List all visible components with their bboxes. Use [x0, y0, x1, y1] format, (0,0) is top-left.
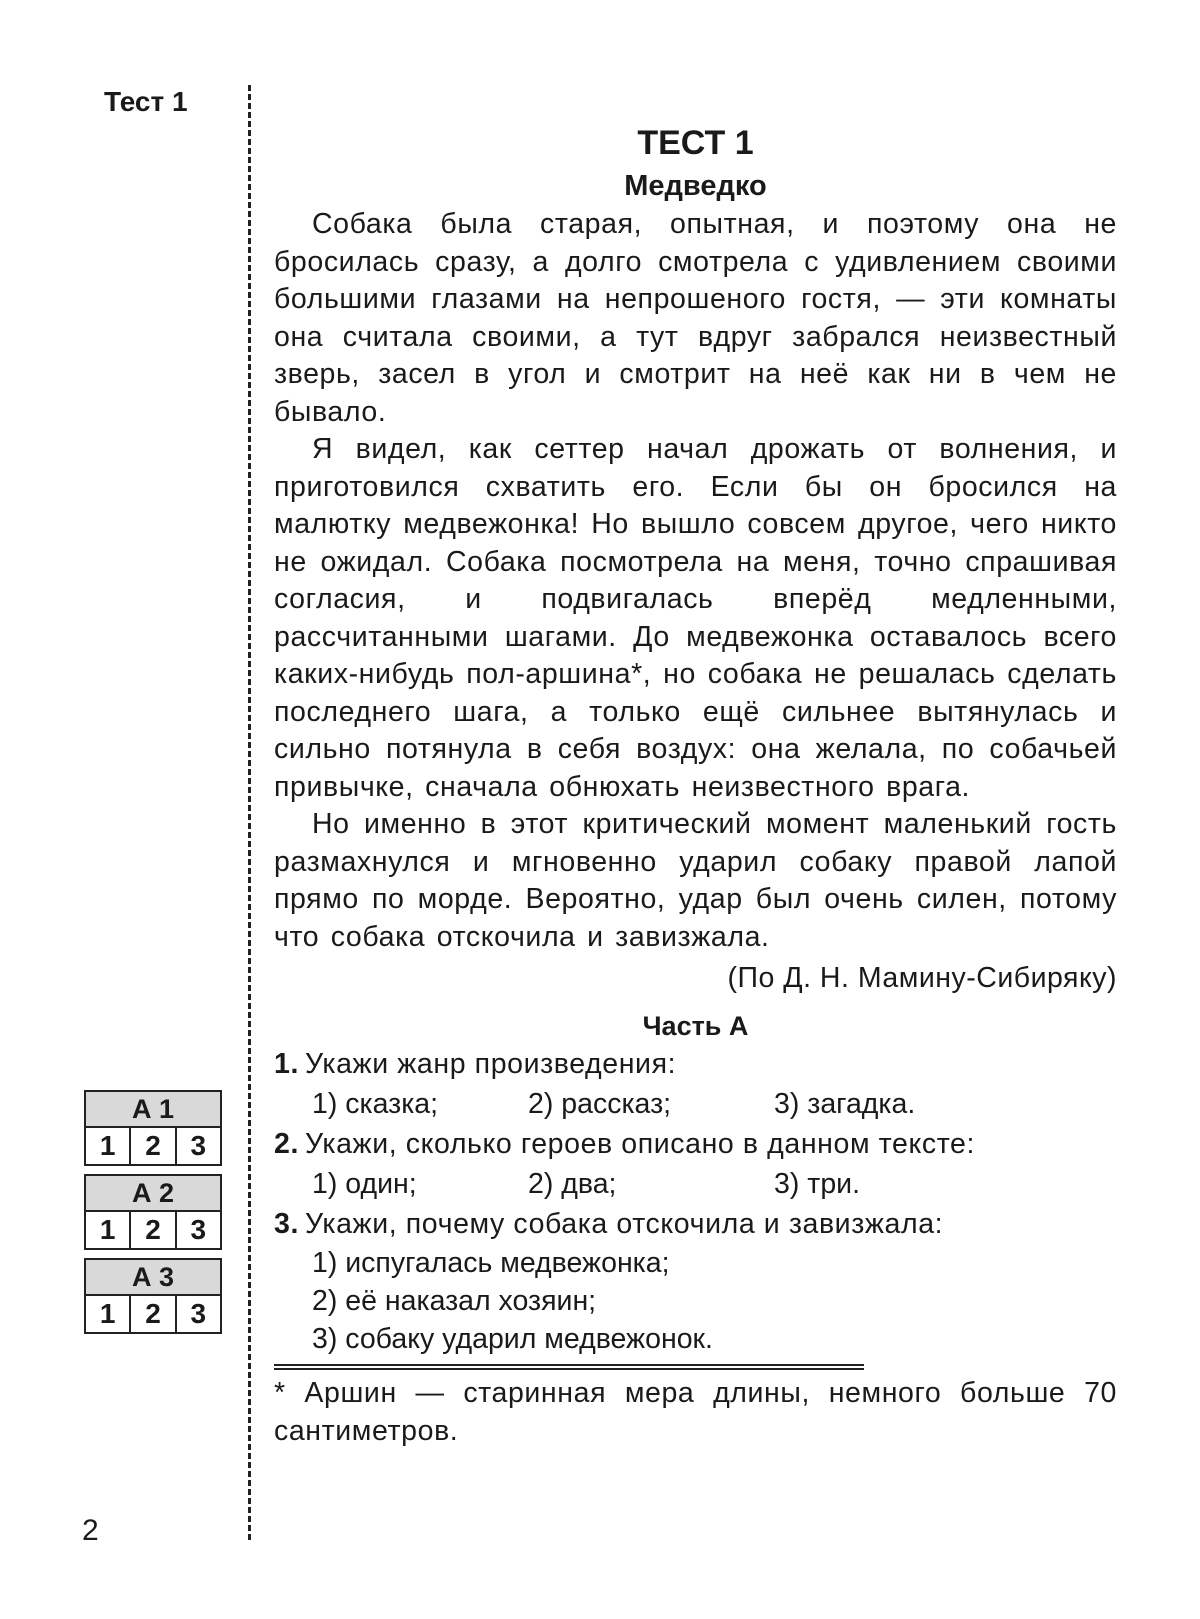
footnote: * Аршин — старинная мера длины, немного больше 70 сантиметров. — [274, 1377, 1117, 1447]
question-text: Укажи, сколько героев описано в данном тексте: — [304, 1128, 976, 1160]
part-title: Часть А — [642, 1011, 749, 1041]
question-text: Укажи, почему собака отскочила и завизжала: — [304, 1208, 944, 1240]
question-option: 2) два; — [528, 1168, 617, 1200]
answer-option-2[interactable]: 2 — [129, 1128, 174, 1164]
question-2 — [274, 1124, 1117, 1204]
answer-option-2[interactable]: 2 — [129, 1296, 174, 1332]
answer-option-3[interactable]: 3 — [175, 1296, 220, 1332]
question-option: 3) собаку ударил медвежонок. — [312, 1323, 713, 1355]
story-text — [274, 206, 1117, 956]
question-option: 3) загадка. — [774, 1088, 916, 1120]
side-test-label: Тест 1 — [104, 86, 188, 117]
question-number: 3. — [274, 1208, 299, 1240]
answer-box-label: А 3 — [86, 1260, 220, 1296]
story-paragraph: Я видел, как сеттер начал дрожать от волнения, и приготовился схватить его. Если бы он бросился на малютку медвежонка! Но вышло совсем другое, чего никто не ожидал. Собака посмотрела на меня, точно спрашивая согласия, и подвигалась вперёд медленными, рассчитанными шагами. До медвежонка оставалось всего каких-нибудь пол-аршина*, но собака не решалась сделать последнего шага, а только ещё сильнее вытянулась и сильно потянула в себя воздух: она желала, по собачьей привычке, сначала обнюхать неизвестного врага. — [274, 433, 1117, 803]
question-1 — [274, 1044, 1117, 1124]
question-option: 2) рассказ; — [528, 1088, 672, 1120]
story-paragraph: Но именно в этот критический момент маленький гость размахнулся и мгновенно ударил собаку правой лапой прямо по морде. Вероятно, удар был очень силен, потому что собака отскочила и завизжала. — [274, 808, 1117, 953]
answer-box-a3 — [84, 1258, 222, 1334]
question-option: 1) испугалась медвежонка; — [312, 1247, 670, 1279]
test-title: ТЕСТ 1 — [637, 124, 754, 162]
main-content — [274, 120, 1117, 1450]
answer-option-3[interactable]: 3 — [175, 1128, 220, 1164]
question-option: 2) её наказал хозяин; — [312, 1285, 597, 1317]
question-number: 1. — [274, 1048, 299, 1080]
question-option: 1) сказка; — [312, 1088, 439, 1120]
answer-box-a1 — [84, 1090, 222, 1166]
answer-option-1[interactable]: 1 — [99, 1130, 116, 1161]
answer-box-label: А 2 — [86, 1176, 220, 1212]
answer-option-3[interactable]: 3 — [175, 1212, 220, 1248]
answer-boxes — [84, 1090, 222, 1342]
story-paragraph: Собака была старая, опытная, и поэтому она не бросилась сразу, а долго смотрела с удивлением своими большими глазами на непрошеного гостя, — эти комнаты она считала своими, а тут вдруг забрался неизвестный зверь, засел в угол и смотрит на неё как ни в чем не бывало. — [274, 208, 1117, 428]
question-option: 3) три. — [774, 1168, 861, 1200]
question-text: Укажи жанр произведения: — [304, 1048, 677, 1080]
page-number: 2 — [82, 1514, 99, 1547]
story-author: (По Д. Н. Мамину-Сибиряку) — [727, 962, 1117, 994]
question-3 — [274, 1204, 1117, 1358]
question-option: 1) один; — [312, 1168, 417, 1200]
answer-option-1[interactable]: 1 — [99, 1298, 116, 1329]
footnote-divider — [274, 1364, 864, 1370]
cut-line-divider — [248, 85, 251, 1540]
question-number: 2. — [274, 1128, 299, 1160]
answer-option-1[interactable]: 1 — [99, 1214, 116, 1245]
answer-option-2[interactable]: 2 — [129, 1212, 174, 1248]
answer-box-a2 — [84, 1174, 222, 1250]
answer-box-label: А 1 — [86, 1092, 220, 1128]
story-title: Медведко — [624, 170, 767, 202]
